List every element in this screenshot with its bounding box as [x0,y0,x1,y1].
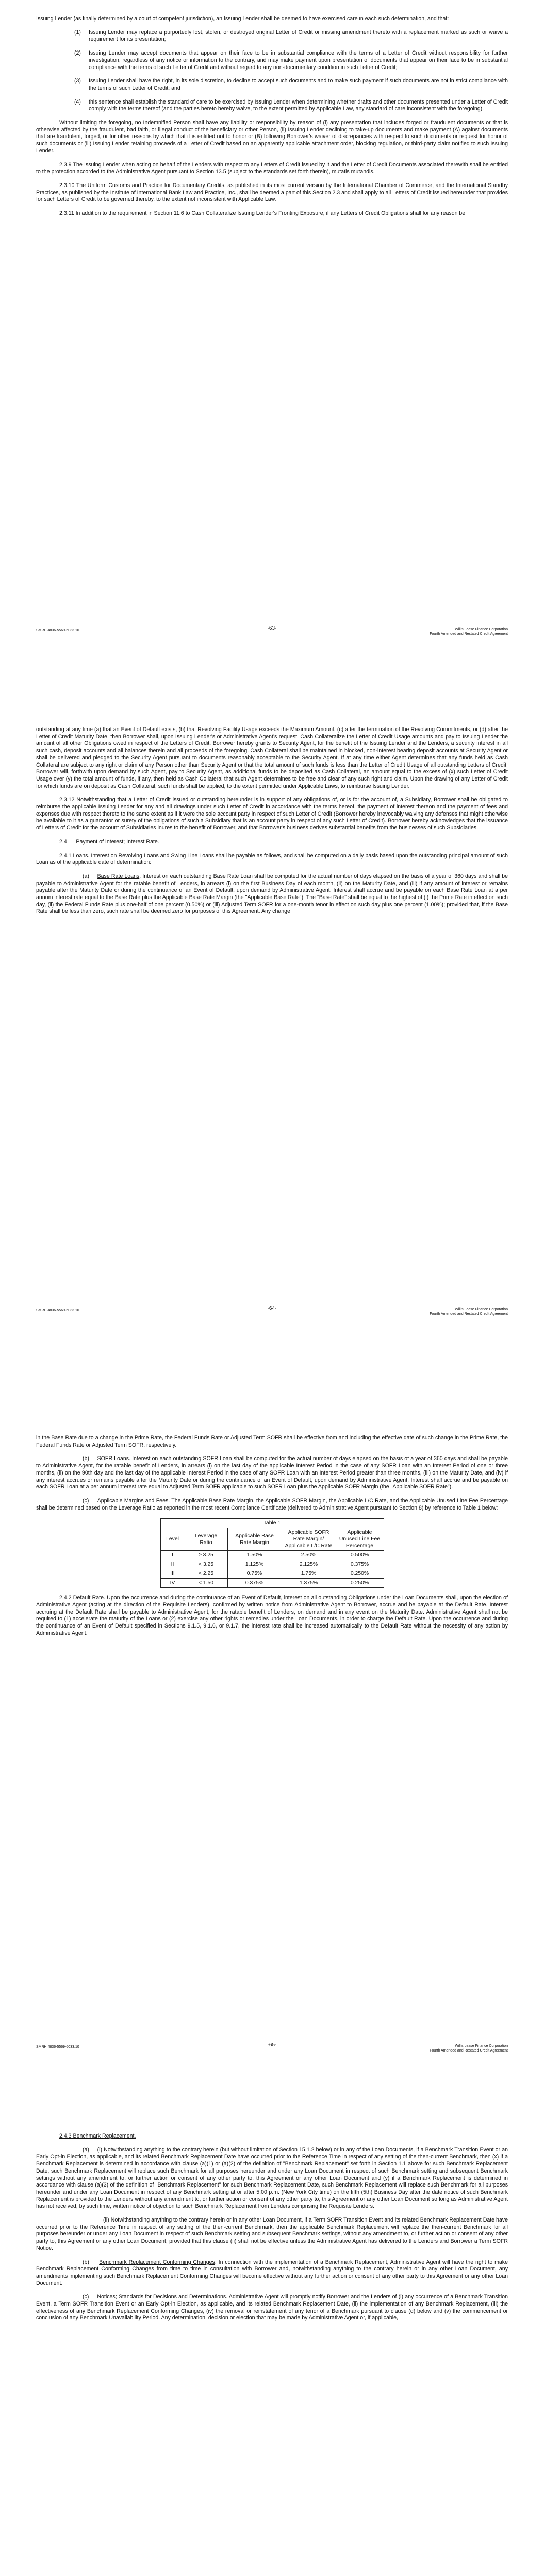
item-2: (2) Issuing Lender may accept documents that appear on their face to be in substantial compliance with the terms of a Letter of Credit without responsibility for further investigation, regardless of any notice or information to the contrary, and may make payment upon presentation of documents that appear on their face to be in substantial compliance with the terms of such Letter of Credit and without regard to any non-documentary condition in such Letter of Credit; [74,50,508,71]
section-2-4-2: 2.4.2 Default Rate. Upon the occurrence and during the continuance of an Event of Default, interest on all outstanding Obligations under the Loan Documents shall, upon the election of Administrative Agent (acting at the direction of the Requisite Lenders), confirmed by written notice from Administrative Agent to Borrower, accrue and be payable at the Default Rate. Interest accruing at the Default Rate shall be payable to Administrative Agent, for the ratable benefit of Lenders, on demand and in any event on the Maturity Date. Administrative Agent shall not be required to (1) accelerate the maturity of the Loans or (2) exercise any other rights or remedies under the Loan Documents, in order to charge the Default Rate. Upon the occurrence and during the continuance of an Event of Default specified in Sections 9.1.5, 9.1.6, or 9.1.7, the interest rate shall be increased automatically to the Default Rate without the necessity of any action by Administrative Agent. [36,1595,508,1636]
page-65-body [36,1435,508,1644]
section-2-3-12: 2.3.12 Notwithstanding that a Letter of Credit issued or outstanding hereunder is in support of any obligations of, or is for the account of, a Subsidiary, Borrower shall be obligated to reimburse the applicable Issuing Lender for any and all drawings under such Letter of Credit in accordance with the terms hereof, the payment of interest thereon and the payment of fees and expenses due with respect thereto to the same extent as if it were the sole account party in respect of such Letter of Credit (Borrower hereby irrevocably waiving any defenses that might otherwise be available to it as a guarantor or surety of the obligations of such a Subsidiary that is an account party in respect of any such Letter of Credit). Borrower hereby acknowledges that the issuance of Letters of Credit for the account of Subsidiaries inures to the benefit of Borrower, and that Borrower's business derives substantial benefits from the businesses of such Subsidiaries. [36,796,508,832]
table-row: III < 2.25 0.75% 1.75% 0.250% [160,1569,384,1579]
base-rate-loans-paragraph: (a) Base Rate Loans. Interest on each outstanding Base Rate Loan shall be computed for the actual number of days elapsed on the basis of a year of 360 days and shall be payable to Administrative Agent for the ratable benefit of Lenders, in arrears (i) on the first Business Day of each month, (ii) on the Maturity Date, and (iii) if any amount of interest or remains payable after the Maturity Date or during the continuance of an Event of Default, upon demand by Administrative Agent. Interest shall accrue and be payable on each Base Rate Loan at a per annum interest rate equal to the Base Rate plus the Applicable Base Rate Margin (the "Applicable Base Rate"). The "Base Rate" shall be equal to the highest of (i) the Prime Rate in effect on such day, (ii) the Federal Funds Rate plus one-half of one percent (0.50%) or (iii) Adjusted Term SOFR for a one-month tenor in effect on such day plus one percent (1.00%); provided that, if the Base Rate shall be less than zero, such rate shall be deemed zero for purposes of this Agreement. Any change [36,873,508,915]
page-number: -64- [267,1306,277,1311]
continuation-paragraph: in the Base Rate due to a change in the Prime Rate, the Federal Funds Rate or Adjusted Term SOFR shall be effective from and including the effective date of such change in the Prime Rate, the Federal Funds Rate or Adjusted Term SOFR, respectively. [36,1435,508,1448]
table-header-row: Level Leverage Ratio Applicable Base Rate Margin Applicable SOFR Rate Margin/ Applicable L/C Rate Applicable Unused Line Fee Percentage [160,1528,384,1551]
no-liability-paragraph: Without limiting the foregoing, no Indemnified Person shall have any liability or responsibility by reason of (i) any presentation that includes forged or fraudulent documents or that is otherwise affected by the fraudulent, bad faith, or illegal conduct of the beneficiary or other Person, (ii) Issuing Lender declining to take-up documents and make payment (A) against documents that are fraudulent, forged, or for other reasons by which that it is entitled not to honor or (B) following Borrower's waiver of discrepancies with respect to such documents or request for honor of such documents or (iii) Issuing Lender retaining proceeds of a Letter of Credit based on an apparently applicable attachment order, blocking regulation, or third-party claim notified to such Issuing Lender. [36,120,508,154]
benchmark-replacement-a-ii: (ii) Notwithstanding anything to the contrary herein or in any other Loan Document, if a Term SOFR Transition Event and its related Benchmark Replacement Date have occurred prior to the Reference Time in respect of any setting of the then-current Benchmark, then the applicable Benchmark Replacement will replace the then-current Benchmark for all purposes hereunder or under any Loan Document in respect of such Benchmark setting and subsequent Benchmark settings, without any amendment to, or further action or consent of any other party to, this Agreement or any other Loan Document; provided that this clause (ii) shall not be effective unless the Administrative Agent has delivered to the Lenders and Borrower a Term SOFR Notice. [36,2217,508,2251]
page-66-body [36,2133,508,2329]
benchmark-replacement-a: (a) (i) Notwithstanding anything to the contrary herein (but without limitation of Section 15.1.2 below) or in any of the Loan Documents, if a Benchmark Transition Event or an Early Opt-in Election, as applicable, and its related Benchmark Replacement Date have occurred prior to the Reference Time in respect of any setting of the then-current Benchmark, then (x) if a Benchmark Replacement is determined in accordance with clause (a)(1) or (a)(2) of the definition of "Benchmark Replacement" set forth in Section 1.1 above for such Benchmark Replacement Date, such Benchmark Replacement will replace such Benchmark for all purposes hereunder and under any Loan Document in respect of such Benchmark setting and subsequent Benchmark settings without any amendment to, or further action or consent of any other party to, this Agreement or any other Loan Document and (y) if a Benchmark Replacement is determined in accordance with clause (a)(3) of the definition of "Benchmark Replacement" for such Benchmark Replacement Date, such Benchmark Replacement will replace such Benchmark for all purposes hereunder and under any Loan Document in respect of any Benchmark setting at or after 5:00 p.m. (New York City time) on the fifth (5th) Business Day after the date notice of such Benchmark Replacement is provided to the Lenders without any amendment to, or further action or consent of any other party to, this Agreement or any other Loan Document so long as Administrative Agent has not received, by such time, written notice of objection to such Benchmark Replacement from Lenders comprising the Requisite Lenders. [36,2146,508,2210]
item-1: (1) Issuing Lender may replace a purportedly lost, stolen, or destroyed original Letter of Credit or missing amendment thereto with a replacement marked as such or waive a requirement for its presentation; [74,29,508,43]
page-64-body [36,726,508,922]
table-row: I ≥ 3.25 1.50% 2.50% 0.500% [160,1551,384,1560]
conforming-changes-paragraph: (b) Benchmark Replacement Conforming Changes. In connection with the implementation of a Benchmark Replacement, Administrative Agent will have the right to make Benchmark Replacement Conforming Changes from time to time in consultation with Borrower and, notwithstanding anything to the contrary herein or in any other Loan Document, any amendments implementing such Benchmark Replacement Conforming Changes will become effective without any further action or consent of any other party to this Agreement or any other Loan Document. [36,2259,508,2286]
page-number: -63- [267,625,277,631]
table-1 [160,1518,384,1588]
section-2-3-10: 2.3.10 The Uniform Customs and Practice for Documentary Credits, as published in its most current version by the International Chamber of Commerce, and the International Standby Practices, as published by the Institute of International Bank Law and Practice, Inc., shall be deemed a part of this Section 2.3 and shall apply to all Letters of Credit issued hereunder that provides for such Letters of Credit to be governed thereby, to the extent not inconsistent with Applicable Law. [36,182,508,203]
section-2-3-9: 2.3.9 The Issuing Lender when acting on behalf of the Lenders with respect to any Letters of Credit issued by it and the Letter of Credit Documents associated therewith shall be entitled to the protection accorded to the Administrative Agent pursuant to Section 13.5 (subject to the standards set forth therein), mutatis mutandis. [36,161,508,175]
table-row: II < 3.25 1.125% 2.125% 0.375% [160,1560,384,1569]
section-2-3-11: 2.3.11 In addition to the requirement in Section 11.6 to Cash Collateralize Issuing Lender's Fronting Exposure, if any Letters of Credit Obligations shall for any reason be [59,210,466,217]
section-2-4-1: 2.4.1 Loans. Interest on Revolving Loans and Swing Line Loans shall be payable as follows, and shall be computed on a daily basis based upon the outstanding principal amount of such Loan as of the applicable date of determination: [36,852,508,866]
item-3: (3) Issuing Lender shall have the right, in its sole discretion, to decline to accept such documents and to make such payment if such documents are not in strict compliance with the terms of such Letter of Credit; and [74,78,508,91]
applicable-margins-paragraph: (c) Applicable Margins and Fees. The Applicable Base Rate Margin, the Applicable SOFR Margin, the Applicable L/C Rate, and the Applicable Unused Line Fee Percentage shall be determined based on the Leverage Ratio as reported in the most recent Compliance Certificate (delivered to Administrative Agent pursuant to Section 8) by reference to Table 1 below: [36,1497,508,1511]
page-number: -65- [267,2042,277,2048]
footer-company: Willis Lease Finance Corporation Fourth Amended and Restated Credit Agreement [430,628,508,636]
notices-paragraph: (c) Notices; Standards for Decisions and Determinations. Administrative Agent will promptly notify Borrower and the Lenders of (i) any occurrence of a Benchmark Transition Event, a Term SOFR Transition Event or an Early Opt-in Election, as applicable, and its related Benchmark Replacement Date, (ii) the implementation of any Benchmark Replacement, (iii) the effectiveness of any Benchmark Replacement Conforming Changes, (iv) the removal or reinstatement of any tenor of a Benchmark pursuant to clause (d) below and (v) the commencement or conclusion of any Benchmark Unavailability Period. Any determination, decision or election that may be made by Administrative Agent or, if applicable, [36,2294,508,2321]
sofr-loans-paragraph: (b) SOFR Loans. Interest on each outstanding SOFR Loan shall be computed for the actual number of days elapsed on the basis of a year of 360 days and shall be payable to Administrative Agent, for the ratable benefit of Lenders, in arrears (i) on the last day of the applicable Interest Period in the case of any SOFR Loan with an Interest Period of one or three months, (ii) on the 90th day and the last day of the applicable Interest Period in the case of any SOFR Loan with an Interest Period greater than three months, (iii) on the Maturity Date, and (iv) if any interest accrues or remains payable after the Maturity Date or during the continuance of an Event of Default, upon demand by Administrative Agent. Interest shall accrue and be payable on each SOFR Loan at a per annum interest rate equal to Adjusted Term SOFR applicable to such SOFR Loan plus the Applicable SOFR Margin (the "Applicable SOFR Rate"). [36,1455,508,1490]
continuation-paragraph: outstanding at any time (a) that an Event of Default exists, (b) that Revolving Facility Usage exceeds the Maximum Amount, (c) after the termination of the Revolving Commitments, or (d) after the Letter of Credit Maturity Date, then Borrower shall, upon Issuing Lender's or Administrative Agent's request, Cash Collateralize the Letter of Credit Usage amounts and pay to Issuing Lender the amount of all other Obligations owed in respect of the Letters of Credit. Borrower hereby grants to Security Agent, for the benefit of the Issuing Lender and the Lenders, a security interest in all such cash, deposit accounts and all balances therein and all proceeds of the foregoing. Cash Collateral shall be maintained in blocked, non-interest bearing deposit accounts at Security Agent or shall be delivered and pledged to the Security Agent pursuant to documents reasonably acceptable to the Security Agent. If at any time either Agent determines that any funds held as Cash Collateral are subject to any right or claim of any Person other than Security Agent or that the total amount of such funds is less than the Letter of Credit Usage of all outstanding Letters of Credit, Borrower will, forthwith upon demand by such Agent, pay to Security Agent, as additional funds to be deposited as Cash Collateral, an amount equal to the excess of (x) such Letter of Credit Usage over (y) the total amount of funds, if any, then held as Cash Collateral that such Agent determines to be free and clear of any such right and claim. Upon the drawing of any Letter of Credit for which funds are on deposit as Cash Collateral, such funds shall be applied, to the extent permitted under Applicable Laws, to reimburse Issuing Lender. [36,726,508,789]
table-row: IV < 1.50 0.375% 1.375% 0.250% [160,1579,384,1588]
section-2-4-heading: 2.4 Payment of Interest; Interest Rate. [59,838,159,845]
table-caption: Table 1 [160,1519,384,1528]
item-4: (4) this sentence shall establish the standard of care to be exercised by Issuing Lender when determining whether drafts and other documents presented under a Letter of Credit comply with the terms thereof (and the parties hereto hereby waive, to the extent permitted by Applicable Law, any standard of care inconsistent with the foregoing). [74,98,508,112]
doc-code: SMRH:4836-5569-6033.10 [36,629,79,632]
section-2-4-3-heading: 2.4.3 Benchmark Replacement. [59,2133,136,2139]
page-63-body [36,15,508,224]
intro-paragraph: Issuing Lender (as finally determined by a court of competent jurisdiction), an Issuing Lender shall be deemed to have exercised care in each such determination, and that: [36,15,449,22]
